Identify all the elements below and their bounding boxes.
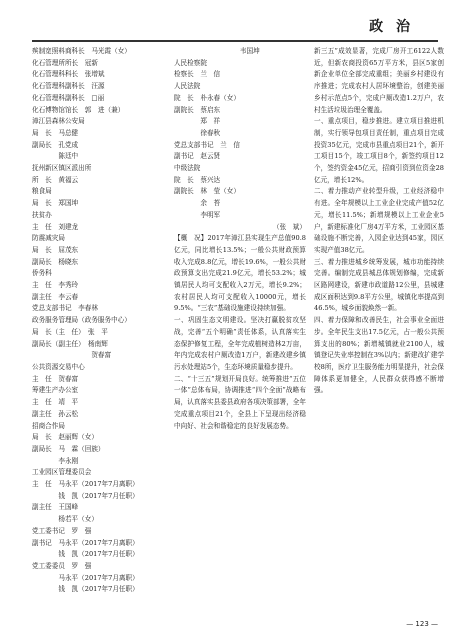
official-entry: 院 长 朴永春（女） bbox=[174, 93, 240, 102]
official-entry: 副局长 孔党成 bbox=[32, 140, 79, 149]
body-paragraph: 二、“十三五”规划开局良好。统筹推进“五位一体”总体布局，协调推进“四个全面”战略布局，认真落实县委县政府各项决策部署，全年完成重点项目21个，全县上下呈现出经济稳中向好、社会和谐稳定的良好发展态势。 bbox=[174, 374, 306, 430]
official-entry: 政务服务管理局（政务服务中心） bbox=[32, 316, 131, 325]
court-officials-list bbox=[174, 46, 306, 222]
official-entry: 副院长 林 莹（女） bbox=[174, 187, 240, 196]
author-signature: （张 斌） bbox=[273, 222, 306, 231]
official-entry: 钱 凯（2017年7月任职） bbox=[32, 491, 139, 500]
official-entry: 主 任 刘建龙 bbox=[32, 222, 79, 231]
official-entry: 检察长 兰 信 bbox=[174, 70, 221, 79]
official-entry: 院 长 蔡兴达 bbox=[174, 175, 221, 184]
official-entry: 副局长（副主任） 杨南辉 bbox=[32, 339, 108, 348]
official-entry: 漳江县森林公安局 bbox=[32, 117, 85, 126]
official-entry: 钱 凯（2017年7月任职） bbox=[32, 550, 139, 559]
column-left bbox=[32, 46, 166, 616]
body-paragraph: 【概 况】2017年漳江县实现生产总值90.8亿元，同比增长13.5%；一般公共财政预算收入完成8.8亿元，增长19.6%，一般公共财政预算支出完成21.9亿元，增长53.2%；城镇居民人均可支配收入2万元，增长9.2%；农村居民人均可支配收入10000元，增长9.5%。“三农”基础设施建设持续加强。 bbox=[174, 234, 306, 313]
official-entry: 主 任 马永平（2017年7月离职） bbox=[32, 480, 139, 489]
official-entry: 杨若平（女） bbox=[32, 515, 98, 524]
official-entry: 扶贫办 bbox=[32, 210, 52, 219]
body-paragraph: 三、着力推进城乡统筹发展，城市功能持续完善。编制完成县城总体规划修编，完成新区路网建设，新建市政道路12公里，县城建成区面积达到9.8平方公里，城镇化率提高到46.5%，城乡面貌焕然一新。 bbox=[314, 257, 444, 313]
official-entry: 主 任 贺春富 bbox=[32, 374, 79, 383]
official-entry: 副局长 杨晓东 bbox=[32, 257, 79, 266]
official-entry: 化石管理科副科长 □丽 bbox=[32, 93, 105, 102]
official-entry: 副主任 李云春 bbox=[32, 292, 79, 301]
official-entry: 人民检察院 bbox=[174, 58, 207, 67]
column-middle bbox=[174, 46, 306, 616]
official-entry: 局 长 郑国坤 bbox=[32, 199, 79, 208]
article-body bbox=[32, 46, 442, 616]
header-rule bbox=[32, 40, 438, 42]
official-entry: 党工委委员 罗 强 bbox=[32, 561, 92, 570]
body-paragraph: 一、巩固生态文明建设。坚决打赢脱贫攻坚战，完善“五个明确”责任体系，认真落实生态保护修复工程，全年完成植树造林2万亩，年内完成农村户厕改造1万户，新建改建乡镇污水处理站5个，生态环境质量稳步提升。 bbox=[174, 316, 306, 371]
official-entry: 化石管理所所长 冠新 bbox=[32, 58, 98, 67]
official-entry: 粮食局 bbox=[32, 187, 52, 196]
official-entry: 化石管理科副科长 汪源 bbox=[32, 82, 105, 91]
official-entry: 副书记 赵云贤 bbox=[174, 152, 221, 161]
official-entry: 招商合作局 bbox=[32, 421, 65, 430]
official-entry: 余 苔 bbox=[174, 199, 221, 208]
official-entry: 贺春富 bbox=[32, 351, 112, 360]
official-entry: 公共资源交易中心 bbox=[32, 362, 85, 371]
official-entry: 李永刚 bbox=[32, 456, 79, 465]
official-entry: 人民法院 bbox=[174, 82, 201, 91]
official-entry: 抚州新区镇区派出所 bbox=[32, 164, 92, 173]
body-paragraph: 一、重点项目，稳步推进。建立项目推进机制，实行领导包项目责任制，重点项目完成投资35亿元，完成市县重点项目21个，新开工项目15个，竣工项目8个，新签约项目12个，签约资金45亿元，招商引资到位资金28亿元，增长12%。 bbox=[314, 117, 444, 184]
official-entry: 局 长 马总健 bbox=[32, 128, 79, 137]
body-paragraph: 新三五”成效显著，完成厂房开工6122人数近，但新农商投资65万平方米，县区5家创新企业单位全部完成重组；美丽乡村建设有序推进；完成农村人居环境整治，创建美丽乡村示范点5个，完成户厕改造1.2万户，农村生活垃圾治理全覆盖。 bbox=[314, 47, 444, 114]
official-entry: 郑 祥 bbox=[174, 117, 221, 126]
body-paragraph: 二、着力推动产业转型升级，工业经济稳中有进。全年规模以上工业企业完成产值52亿元，增长11.5%；新增规模以上工业企业5户，新建标准化厂房4万平方米，工业园区基础设施不断完善，入园企业达到45家，园区实现产值38亿元。 bbox=[314, 187, 444, 254]
official-entry: 局 长 赵丽辉（女） bbox=[32, 433, 98, 442]
official-entry: 韦国坤 bbox=[174, 47, 260, 55]
official-entry: 所 长 黄福云 bbox=[32, 175, 79, 184]
official-entry: 防震减灾局 bbox=[32, 234, 65, 243]
official-entry: 陈廷中 bbox=[32, 152, 79, 161]
official-entry: 钱 凯（2017年7月任职） bbox=[32, 585, 139, 594]
official-entry: 党工委书记 罗 强 bbox=[32, 526, 92, 535]
official-entry: 党总支部书记 兰 信 bbox=[174, 140, 240, 149]
official-entry: 副局长 马 霖（回族） bbox=[32, 444, 105, 453]
official-entry: 主 任 李秀玲 bbox=[32, 281, 79, 290]
official-entry: 侨务科 bbox=[32, 269, 52, 278]
official-entry: 副主任 孙云松 bbox=[32, 409, 79, 418]
official-entry: 李明军 bbox=[174, 210, 221, 219]
page-number: — 123 — bbox=[406, 620, 438, 628]
official-entry: 徐春秋 bbox=[174, 128, 221, 137]
official-entry: 化石博物馆馆长 郭 进（兼） bbox=[32, 105, 125, 114]
official-entry: 局 长 屈茂东 bbox=[32, 245, 79, 254]
official-entry: 工业园区管理委员会 bbox=[32, 468, 92, 477]
official-entry: 化石管理科科长 张增斌 bbox=[32, 70, 105, 79]
official-entry: 筹建生产办公室 bbox=[32, 386, 79, 395]
official-entry: 马永平（2017年7月离职） bbox=[32, 573, 139, 582]
official-entry: 局 长（主 任） 张 平 bbox=[32, 327, 108, 336]
column-right bbox=[314, 46, 444, 616]
official-entry: 中级法院 bbox=[174, 164, 201, 173]
official-entry: 副主任 王国峰 bbox=[32, 503, 79, 512]
official-entry: 主 任 靖 平 bbox=[32, 398, 79, 407]
official-entry: 副院长 蔡启东 bbox=[174, 105, 221, 114]
section-title: 政 治 bbox=[369, 19, 414, 35]
overview-section bbox=[174, 233, 306, 432]
official-entry: 党总支部书记 李春林 bbox=[32, 304, 98, 313]
official-entry: 殡制宽照料商科长 马光霞（女） bbox=[32, 47, 131, 55]
official-entry: 副书记 马永平（2017年7月离职） bbox=[32, 538, 139, 547]
body-paragraph: 四、着力保障和改善民生，社会事业全面进步。全年民生支出17.5亿元，占一般公共预算支出的80%；新增城镇就业2100人，城镇登记失业率控制在3%以内；新建改扩建学校8所，医疗卫生服务能力明显提升，社会保障体系更加健全，人民群众获得感不断增强。 bbox=[314, 316, 444, 395]
